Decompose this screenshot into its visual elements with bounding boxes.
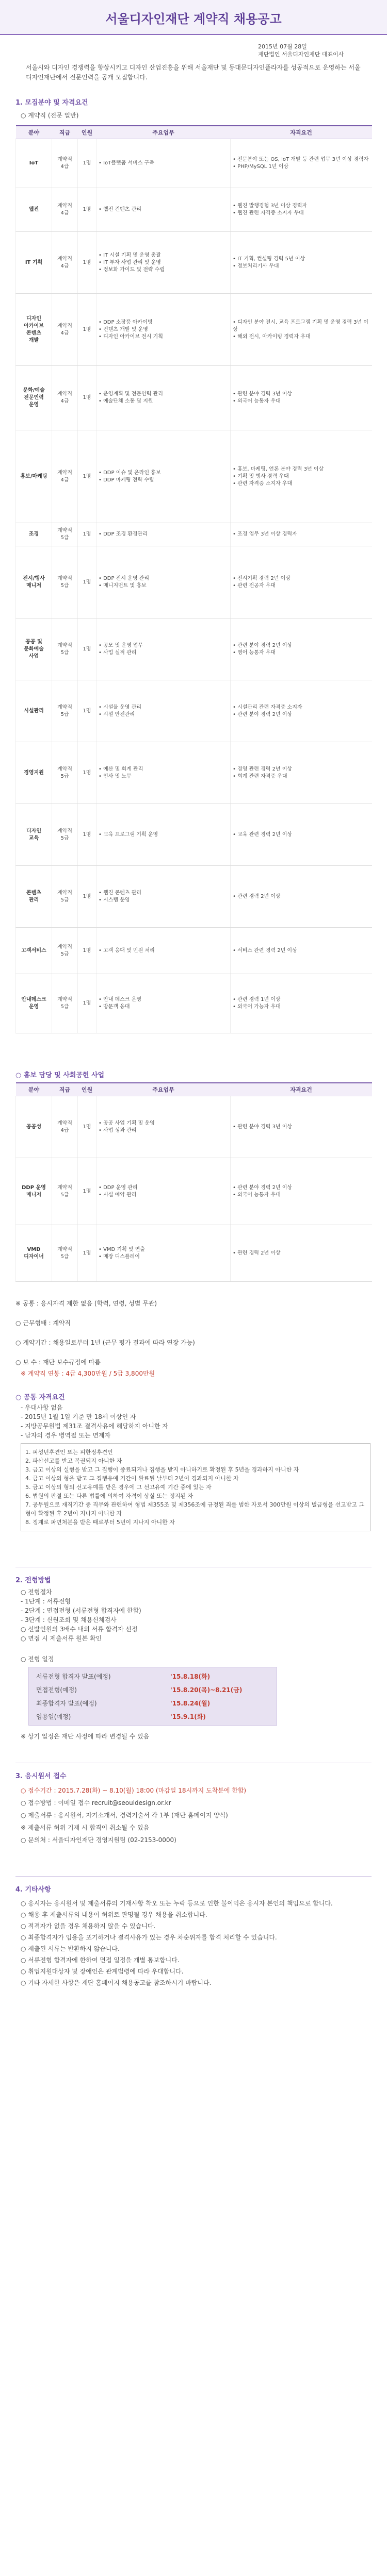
cell-field: 조경 (16, 523, 52, 546)
section2-title: ○ 홍보 담당 및 사회공헌 사업 (15, 1072, 105, 1079)
schedule-value: '15.9.1(화) (170, 1713, 206, 1720)
cell-field: 경영지원 (16, 742, 52, 804)
section1-title: 1. 모집분야 및 자격요건 (15, 99, 88, 107)
table-row (16, 804, 372, 866)
cell-grade: 계약직 5급 (52, 523, 78, 546)
cell-grade: 계약직 5급 (52, 680, 78, 742)
cell-grade: 계약직 5급 (52, 546, 78, 618)
cell-grade: 계약직 4급 (52, 139, 78, 188)
cell-count: 1명 (78, 928, 96, 974)
schedule-label: 임용일(예정) (36, 1713, 71, 1720)
other-item: ○ 서류전형 합격자에 한하여 면접 일정을 개별 통보합니다. (21, 1956, 180, 1964)
other-item: ○ 취업지원대상자 및 장애인은 관계법령에 따라 우대합니다. (21, 1968, 184, 1975)
cell-requirement: • 관련 경력 2년 이상 (231, 866, 372, 928)
col-requirement: 자격요건 (231, 1083, 372, 1096)
cell-grade: 계약직 5급 (52, 1225, 78, 1282)
disqualification-box (21, 1443, 370, 1531)
application-info (21, 1784, 372, 1846)
cell-duty: • 예산 및 회계 관리 • 인사 및 노무 (96, 742, 231, 804)
table-row (16, 928, 372, 974)
cell-count: 1명 (78, 742, 96, 804)
cell-requirement: • 관련 분야 경력 2년 이상 • 외국어 능통자 우대 (231, 1158, 372, 1225)
cell-duty: • IoT플랫폼 서비스 구축 (96, 139, 231, 188)
table-row (16, 430, 372, 523)
cell-requirement: • 교육 관련 경력 2년 이상 (231, 804, 372, 866)
col-field: 분야 (16, 1083, 52, 1096)
table-row (16, 139, 372, 188)
application-method: ○ 접수방법 : 이메일 접수 recruit@seouldesign.or.kr (21, 1799, 171, 1806)
table-row (16, 294, 372, 366)
page-title: 서울디자인재단 계약직 채용공고 (105, 12, 282, 26)
cell-duty: • 웹진 콘텐츠 관리 • 시스템 운영 (96, 866, 231, 928)
cell-grade: 계약직 5급 (52, 618, 78, 680)
cell-count: 1명 (78, 139, 96, 188)
cell-duty: • IT 시설 기획 및 운영 총괄 • IT 투자 사업 관리 및 운영 • 정보화 가이드 및 전략 수립 (96, 232, 231, 294)
col-grade: 직급 (52, 1083, 78, 1096)
cell-duty: • DDP 이슈 및 온라인 홍보 • DDP 마케팅 전략 수립 (96, 430, 231, 523)
schedule-note: ※ 상기 일정은 재단 사정에 따라 변경될 수 있음 (21, 1733, 150, 1740)
process-item: ○ 선발인원의 3배수 내외 서류 합격자 선정 (21, 1626, 138, 1633)
process-item: - 3단계 : 신원조회 및 채용신체검사 (21, 1616, 117, 1624)
cell-duty: • 안내 데스크 운영 • 방문객 응대 (96, 974, 231, 1033)
cell-count: 1명 (78, 974, 96, 1033)
cell-grade: 계약직 4급 (52, 232, 78, 294)
table-row (16, 366, 372, 430)
cell-duty: • DDP 소장품 아카이빙 • 컨텐츠 개발 및 운영 • 디자인 아카이브 전시 기획 (96, 294, 231, 366)
process-item: ○ 면접 시 제출서류 원본 확인 (21, 1635, 102, 1642)
cell-count: 1명 (78, 866, 96, 928)
other-item: ○ 응시자는 응시원서 및 제출서류의 기재사항 착오 또는 누락 등으로 인한 불이익은 응시자 본인의 책임으로 합니다. (21, 1900, 333, 1907)
cell-count: 1명 (78, 294, 96, 366)
post-date: 2015년 07월 28일 (258, 43, 307, 50)
disqualification-item: 1. 피성년후견인 또는 피한정후견인 (25, 1449, 113, 1456)
disqualification-item: 3. 금고 이상의 실형을 받고 그 집행이 종료되거나 집행을 받지 아니하기로 확정된 후 5년을 경과하지 아니한 자 (25, 1466, 299, 1473)
other-item: ○ 기타 자세한 사항은 재단 홈페이지 채용공고를 참조하시기 바랍니다. (21, 1979, 212, 1986)
cell-duty: • DDP 조경 환경관리 (96, 523, 231, 546)
section1-subtitle: ○ 계약직 (전문 일반) (21, 112, 79, 119)
cell-grade: 계약직 5급 (52, 974, 78, 1033)
section3-title: ○ 공통 자격요건 (15, 1394, 65, 1401)
cell-requirement: • 관련 분야 경력 3년 이상 • 외국어 능통자 우대 (231, 366, 372, 430)
col-field: 분야 (16, 126, 52, 139)
disqualification-item: 2. 파산선고를 받고 복권되지 아니한 자 (25, 1458, 122, 1464)
col-count: 인원 (78, 1083, 96, 1096)
note-salary: ※ 계약직 연봉 : 4급 4,300만원 / 5급 3,800만원 (21, 1370, 155, 1377)
cell-requirement: • 조경 업무 3년 이상 경력자 (231, 523, 372, 546)
disqualification-item: 6. 법원의 판결 또는 다른 법률에 의하여 자격이 상실 또는 정지된 자 (25, 1493, 194, 1499)
cell-duty: • DDP 운영 관리 • 시설 예약 관리 (96, 1158, 231, 1225)
cell-duty: • DDP 전시 운영 관리 • 매니지먼트 및 홍보 (96, 546, 231, 618)
cell-grade: 계약직 5급 (52, 928, 78, 974)
schedule-title: ○ 전형 일정 (21, 1655, 54, 1663)
disqualification-item: 5. 금고 이상의 형의 선고유예를 받은 경우에 그 선고유예 기간 중에 있는 자 (25, 1484, 212, 1491)
col-duty: 주요업무 (96, 126, 231, 139)
cell-count: 1명 (78, 1158, 96, 1225)
table-row (16, 232, 372, 294)
note-pay: ○ 보 수 : 재단 보수규정에 따름 (15, 1359, 101, 1366)
cell-duty: • 시설물 운영 관리 • 시설 안전관리 (96, 680, 231, 742)
cell-field: 문화/예술 전문인력 운영 (16, 366, 52, 430)
section4-title: 2. 전형방법 (15, 1577, 51, 1584)
col-grade: 직급 (52, 126, 78, 139)
cell-field: 안내데스크 운영 (16, 974, 52, 1033)
cell-grade: 계약직 4급 (52, 1096, 78, 1158)
cell-count: 1명 (78, 680, 96, 742)
schedule-values (170, 1672, 273, 1726)
intro-text: 서울시와 디자인 경쟁력을 향상시키고 디자인 산업진흥을 위해 서울재단 및 동대문디자인플라자를 성공적으로 운영하는 서울디자인재단에서 전문인력을 공개 모집합니다. (26, 64, 361, 81)
cell-requirement: • 시설관리 관련 자격증 소지자 • 관련 분야 경력 2년 이상 (231, 680, 372, 742)
application-warning: ※ 제출서류 허위 기재 시 합격이 취소될 수 있음 (21, 1824, 150, 1831)
table-row (16, 618, 372, 680)
other-item: ○ 제출된 서류는 반환하지 않습니다. (21, 1945, 120, 1952)
schedule-value: '15.8.18(화) (170, 1673, 211, 1680)
cell-field: 시설관리 (16, 680, 52, 742)
organization: 재단법인 서울디자인재단 대표이사 (258, 51, 344, 58)
application-contact: ○ 문의처 : 서울디자인재단 경영지원팀 (02-2153-0000) (21, 1836, 176, 1844)
other-item: ○ 채용 후 제출서류의 내용이 허위로 판명될 경우 채용을 취소합니다. (21, 1911, 207, 1918)
process-item: - 2단계 : 면접전형 (서류전형 합격자에 한함) (21, 1607, 141, 1614)
application-period: ○ 접수기간 : 2015.7.28(화) ~ 8.10(월) 18:00 (마감일 18시까지 도착분에 한함) (21, 1787, 247, 1794)
cell-count: 1명 (78, 1225, 96, 1282)
table-row (16, 1225, 372, 1282)
cell-duty: • 교육 프로그램 기획 운영 (96, 804, 231, 866)
section5-title: 3. 응시원서 접수 (15, 1772, 67, 1780)
cell-requirement: • 관련 분야 경력 3년 이상 (231, 1096, 372, 1158)
qualification-item: - 우대사항 없음 (21, 1404, 63, 1411)
cell-requirement: • 홍보, 마케팅, 언론 분야 경력 3년 이상 • 기획 및 행사 경력 우대 • 관련 자격증 소지자 우대 (231, 430, 372, 523)
col-count: 인원 (78, 126, 96, 139)
cell-count: 1명 (78, 804, 96, 866)
job-table-2 (15, 1082, 372, 1282)
table-row (16, 680, 372, 742)
disqualification-item: 4. 금고 이상의 형을 받고 그 집행유예 기간이 완료된 날부터 2년이 경과되지 아니한 자 (25, 1475, 239, 1482)
table-row (16, 1096, 372, 1158)
cell-field: 콘텐츠 관리 (16, 866, 52, 928)
section6-title: 4. 기타사항 (15, 1886, 51, 1894)
cell-count: 1명 (78, 430, 96, 523)
qualification-item: - 지방공무원법 제31조 결격사유에 해당하지 아니한 자 (21, 1423, 168, 1430)
schedule-label: 최종합격자 발표(예정) (36, 1700, 97, 1707)
table-row (16, 523, 372, 546)
cell-requirement: • 웹진 발행경험 3년 이상 경력자 • 웹진 관련 자격증 소지자 우대 (231, 188, 372, 232)
note-common: ※ 공통 : 응시자격 제한 없음 (학력, 연령, 성별 무관) (15, 1300, 157, 1307)
cell-grade: 계약직 5급 (52, 1158, 78, 1225)
schedule-value: '15.8.20(목)~8.21(금) (170, 1686, 243, 1694)
cell-field: 전시/행사 매니저 (16, 546, 52, 618)
cell-duty: • 고객 응대 및 민원 처리 (96, 928, 231, 974)
disqualification-item: 7. 공무원으로 재직기간 중 직무와 관련하여 형법 제355조 및 제356조에 규정된 죄를 범한 자로서 300만원 이상의 벌금형을 선고받고 그 형이 확정된 후 2년이 지나지 아니한 자 (25, 1501, 365, 1517)
cell-requirement: • 전문분야 또는 OS, IoT 개발 등 관련 업무 3년 이상 경력자 • PHP/MySQL 1년 이상 (231, 139, 372, 188)
cell-duty: • VMD 기획 및 연출 • 매장 디스플레이 (96, 1225, 231, 1282)
schedule-label: 서류전형 합격자 발표(예정) (36, 1673, 111, 1680)
table-row (16, 1158, 372, 1225)
cell-field: 디자인 교육 (16, 804, 52, 866)
table-row (16, 546, 372, 618)
cell-requirement: • 관련 분야 경력 2년 이상 • 영어 능통자 우대 (231, 618, 372, 680)
cell-duty: • 공모 및 운영 업무 • 사업 실적 관리 (96, 618, 231, 680)
cell-requirement: • 서비스 관련 경력 2년 이상 (231, 928, 372, 974)
cell-field: 웹진 (16, 188, 52, 232)
cell-requirement: • IT 기획, 컨설팅 경력 5년 이상 • 정보처리기사 우대 (231, 232, 372, 294)
qualification-item: - 남자의 경우 병역필 또는 면제자 (21, 1432, 111, 1439)
schedule-value: '15.8.24(월) (170, 1700, 211, 1707)
note-contract-period: ○ 계약기간 : 채용일로부터 1년 (근무 평가 결과에 따라 연장 가능) (15, 1339, 195, 1346)
cell-field: 고객서비스 (16, 928, 52, 974)
cell-count: 1명 (78, 523, 96, 546)
cell-count: 1명 (78, 188, 96, 232)
other-info (21, 1898, 366, 1988)
qualification-item: - 2015년 1월 1일 기준 만 18세 이상인 자 (21, 1413, 136, 1420)
cell-requirement: • 디자인 분야 전시, 교육 프로그램 기획 및 운영 경력 3년 이상 • 해외 전시, 아카이빙 경력자 우대 (231, 294, 372, 366)
cell-requirement: • 전시기획 경력 2년 이상 • 관련 전공자 우대 (231, 546, 372, 618)
page-header (0, 0, 387, 35)
common-qualifications (21, 1403, 372, 1440)
cell-field: IT 기획 (16, 232, 52, 294)
cell-count: 1명 (78, 366, 96, 430)
cell-field: 공공 및 문화예술 사업 (16, 618, 52, 680)
cell-count: 1명 (78, 1096, 96, 1158)
col-duty: 주요업무 (96, 1083, 231, 1096)
other-item: ○ 적격자가 없을 경우 채용하지 않을 수 있습니다. (21, 1922, 156, 1930)
table-row (16, 866, 372, 928)
cell-grade: 계약직 4급 (52, 188, 78, 232)
cell-grade: 계약직 4급 (52, 366, 78, 430)
schedule-labels (36, 1672, 165, 1726)
disqualification-item: 8. 징계로 파면처분을 받은 때로부터 5년이 지나지 아니한 자 (25, 1519, 175, 1526)
cell-field: DDP 운영 매니저 (16, 1158, 52, 1225)
cell-field: 홍보/마케팅 (16, 430, 52, 523)
cell-field: 디자인 아카이브 콘텐츠 개발 (16, 294, 52, 366)
cell-duty: • 웹진 컨텐츠 관리 (96, 188, 231, 232)
table-row (16, 742, 372, 804)
cell-duty: • 운영계획 및 전문인력 관리 • 예술단체 소통 및 지원 (96, 366, 231, 430)
cell-count: 1명 (78, 618, 96, 680)
cell-grade: 계약직 5급 (52, 742, 78, 804)
cell-field: 공공성 (16, 1096, 52, 1158)
cell-field: IoT (16, 139, 52, 188)
cell-grade: 계약직 4급 (52, 294, 78, 366)
schedule-label: 면접전형(예정) (36, 1686, 77, 1694)
note-employment-type: ○ 근무형태 : 계약직 (15, 1319, 71, 1327)
other-item: ○ 최종합격자가 임용을 포기하거나 결격사유가 있는 경우 차순위자를 합격 처리할 수 있습니다. (21, 1934, 277, 1941)
cell-count: 1명 (78, 232, 96, 294)
application-documents: ○ 제출서류 : 응시원서, 자기소개서, 경력기술서 각 1부 (재단 홈페이지 양식) (21, 1812, 228, 1819)
cell-grade: 계약직 4급 (52, 430, 78, 523)
process-item: - 1단계 : 서류전형 (21, 1598, 71, 1605)
cell-requirement: • 관련 경력 1년 이상 • 외국어 가능자 우대 (231, 974, 372, 1033)
cell-requirement: • 관련 경력 2년 이상 (231, 1225, 372, 1282)
divider (15, 1876, 372, 1877)
cell-grade: 계약직 5급 (52, 804, 78, 866)
table-row (16, 974, 372, 1033)
cell-field: VMD 디자이너 (16, 1225, 52, 1282)
cell-requirement: • 경영 관련 경력 2년 이상 • 회계 관련 자격증 우대 (231, 742, 372, 804)
selection-process (21, 1587, 372, 1643)
table-row (16, 188, 372, 232)
cell-count: 1명 (78, 546, 96, 618)
process-item: ○ 전형절차 (21, 1588, 52, 1596)
cell-grade: 계약직 5급 (52, 866, 78, 928)
job-table (15, 125, 372, 1033)
col-requirement: 자격요건 (231, 126, 372, 139)
cell-duty: • 공공 사업 기획 및 운영 • 사업 성과 관리 (96, 1096, 231, 1158)
